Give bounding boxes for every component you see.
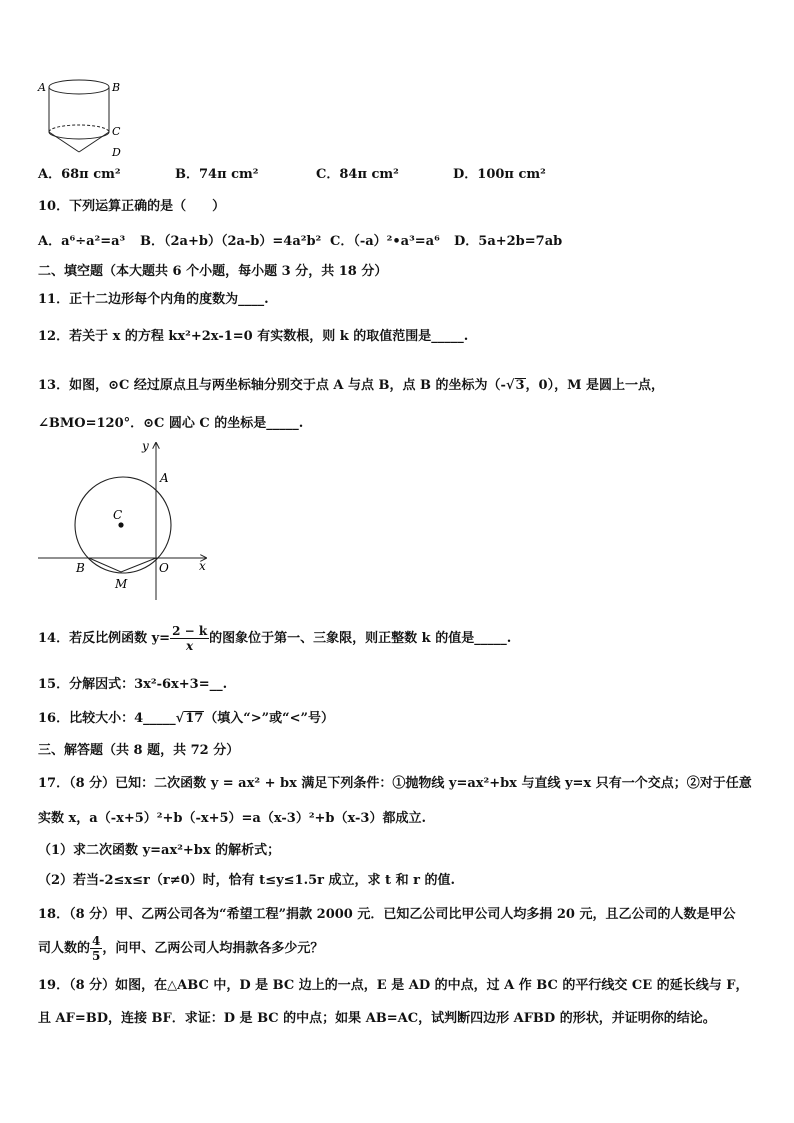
label-a: A [38, 81, 46, 94]
q16-sqrt: 17 [185, 711, 204, 726]
q9-option-d: D．100π cm² [453, 167, 546, 182]
label-b: B [112, 81, 121, 94]
q10-option-b: B．（2a+b）（2a-b）=4a²b² [140, 234, 322, 249]
axis-y-label: y [142, 439, 149, 453]
q16-text: 16．比较大小：4_____√17（填入“>”或“<”号） [38, 711, 334, 726]
q12-text: 12．若关于 x 的方程 kx²+2x-1=0 有实数根，则 k 的取值范围是_____. [38, 329, 469, 344]
q13-line2: ∠BMO=120°．⊙C 圆心 C 的坐标是_____. [38, 416, 304, 431]
q18-fraction: $\frac{4}{5}$ [92, 934, 101, 963]
q19-line1: 19．（8 分）如图，在△ABC 中，D 是 BC 边上的一点，E 是 AD 的中点，过 A 作 BC 的平行线交 CE 的延长线与 F， [38, 978, 749, 993]
q10-option-d: D．5a+2b=7ab [454, 234, 563, 249]
q17-sub2: （2）若当-2≤x≤r（r≠0）时，恰有 t≤y≤1.5r 成立，求 t 和 r 的值. [38, 873, 456, 888]
section-heading-answer: 三、解答题（共 8 题，共 72 分） [38, 743, 240, 758]
q14-fraction: $\frac{2 - k}{x}$ [172, 624, 208, 653]
label-c: C [112, 125, 121, 138]
q11-text: 11．正十二边形每个内角的度数为____. [38, 292, 269, 307]
q18-line1: 18．（8 分）甲、乙两公司各为“希望工程”捐款 2000 元．已知乙公司比甲公司人均多捐 20 元，且乙公司的人数是甲公 [38, 907, 736, 922]
q10-stem: 10．下列运算正确的是（ ） [38, 199, 226, 214]
axis-x-label: x [199, 559, 206, 573]
q17-line1: 17．（8 分）已知：二次函数 y = ax² + bx 满足下列条件：①抛物线 y=ax²+bx 与直线 y=x 只有一个交点；②对于任意 [38, 776, 752, 791]
section-heading-fill-in: 二、填空题（本大题共 6 个小题，每小题 3 分，共 18 分） [38, 264, 388, 279]
q9-option-a: A．68π cm² [38, 167, 121, 182]
q9-option-c: C．84π cm² [316, 167, 399, 182]
q9-option-b: B．74π cm² [175, 167, 259, 182]
circle-coordinate-figure [36, 438, 216, 603]
point-o-label: O [159, 561, 169, 575]
point-b-label: B [76, 561, 85, 575]
q13-sqrt: 3 [515, 378, 525, 393]
sqrt-symbol: √ [505, 378, 515, 393]
sqrt-symbol: √ [175, 711, 185, 726]
q15-text: 15．分解因式：3x²-6x+3=__. [38, 677, 228, 692]
q19-line2: 且 AF=BD，连接 BF．求证：D 是 BC 的中点；如果 AB=AC，试判断四边形 AFBD 的形状，并证明你的结论。 [38, 1011, 716, 1026]
q17-line2: 实数 x，a（-x+5）²+b（-x+5）=a（x-3）²+b（x-3）都成立. [38, 811, 426, 826]
label-d: D [112, 146, 121, 159]
q10-option-c: C．（-a）²•a³=a⁶ [330, 234, 440, 249]
point-a-label: A [160, 471, 169, 485]
q10-option-a: A．a⁶÷a²=a³ [38, 234, 126, 249]
q14-text: 14．若反比例函数 y= $\frac{2 - k}{x}$ 的图象位于第一、三象限，则正整数 k 的值是_____. [38, 624, 512, 653]
cylinder-cone-figure [36, 74, 136, 164]
q17-sub1: （1）求二次函数 y=ax²+bx 的解析式； [38, 843, 281, 858]
q18-line2: 司人数的 $\frac{4}{5}$ ，问甲、乙两公司人均捐款各多少元？ [38, 934, 324, 963]
q13-line1: 13．如图，⊙C 经过原点且与两坐标轴分别交于点 A 与点 B，点 B 的坐标为（-√3，0），M 是圆上一点， [38, 378, 665, 393]
point-m-label: M [115, 577, 128, 591]
point-c-label: C [113, 508, 123, 522]
